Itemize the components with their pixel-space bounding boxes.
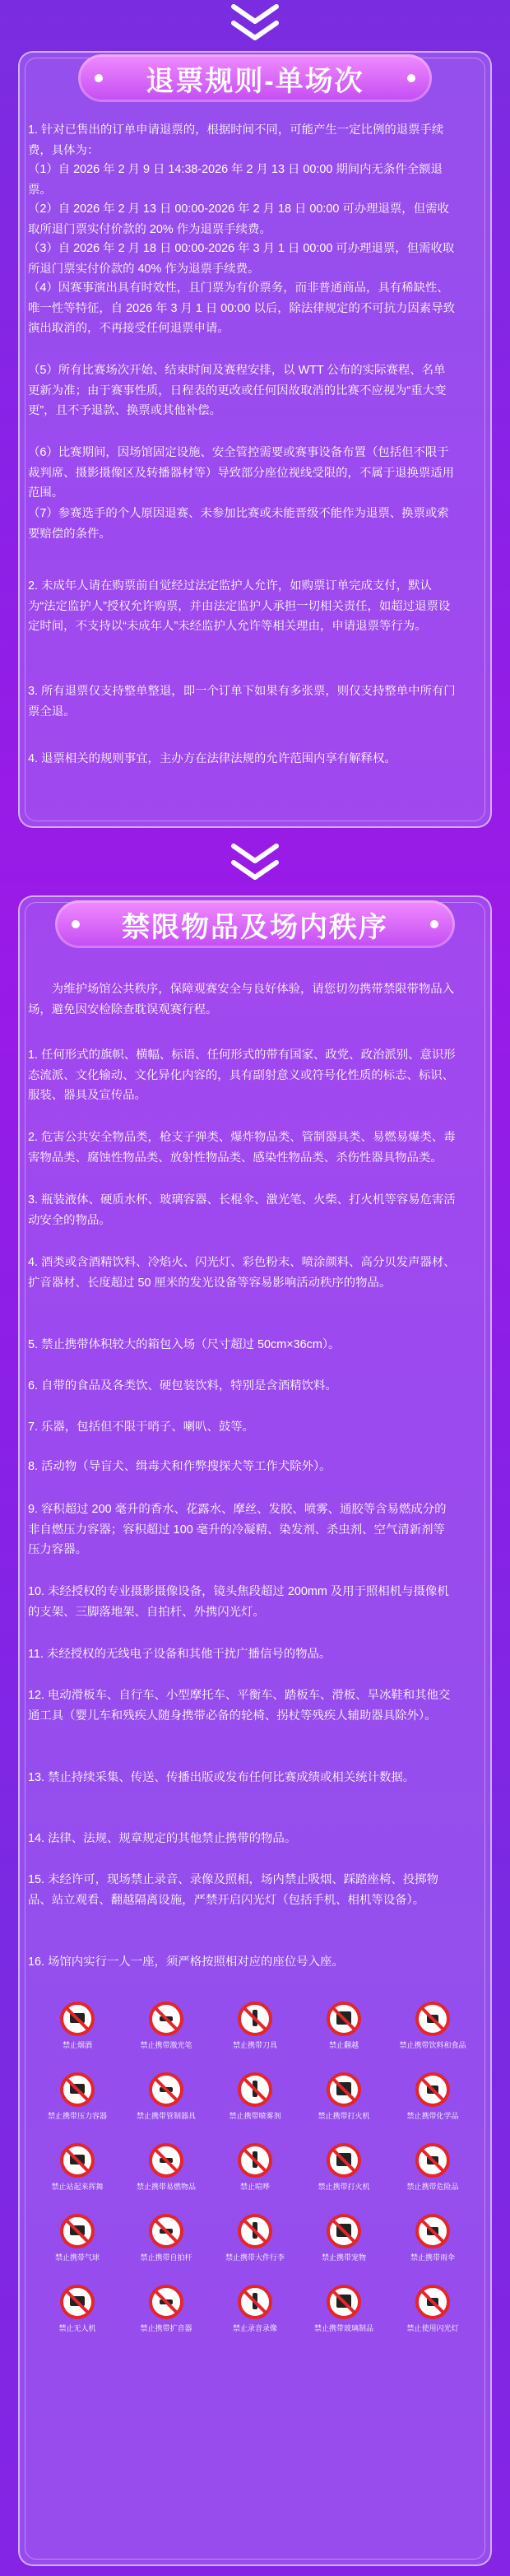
prohibition-sign [299, 2283, 388, 2342]
no-laser-icon [147, 2000, 185, 2038]
refund-rule-1-item-1: （1）自 2026 年 2 月 9 日 14:38-2026 年 2 月 13 日 00:00 期间内无条件全额退票。 [28, 163, 443, 197]
prohibited-item-12: 12. 电动滑板车、自行车、小型摩托车、平衡车、踏板车、滑板、旱冰鞋和其他交通工具（婴儿车和残疾人随身携带必备的轮椅、拐杖等残疾人辅助器具除外）。 [28, 1689, 451, 1723]
prohibition-sign-label: 禁止翻越 [328, 2041, 359, 2049]
refund-rules-title: 退票规则-单场次 [146, 65, 364, 97]
no-knife-icon [236, 2000, 274, 2038]
prohibited-item-9: 9. 容积超过 200 毫升的香水、花露水、摩丝、发胶、喷雾、通胶等含易燃成分的非自燃压力容器；容积超过 100 毫升的冷凝精、染发剂、杀虫剂、空气清新剂等压力容器。 [28, 1503, 447, 1556]
no-lighter-icon [325, 2141, 363, 2179]
no-pet-icon [325, 2212, 363, 2250]
prohibition-sign-label: 禁止携带刀具 [232, 2041, 277, 2049]
no-camera-icon [236, 2283, 274, 2321]
prohibition-sign-label: 禁止携带激光笔 [140, 2041, 192, 2049]
prohibition-sign [122, 2071, 211, 2130]
prohibition-sign-label: 禁止携带打火机 [318, 2183, 370, 2191]
no-climb-icon [325, 2000, 363, 2038]
chevron-down-icon [222, 839, 288, 889]
no-flash-icon [414, 2283, 452, 2321]
prohibition-sign [299, 2071, 388, 2130]
prohibition-sign [388, 2071, 477, 2130]
prohibition-sign-label: 禁止携带雨伞 [410, 2253, 455, 2262]
prohibition-sign [299, 2000, 388, 2059]
prohibition-sign-label: 禁止携带化学品 [406, 2112, 459, 2120]
prohibited-item-13: 13. 禁止持续采集、传送、传播出版或发布任何比赛成绩或相关统计数据。 [28, 1771, 415, 1784]
prohibition-sign-label: 禁止携带自拍杆 [140, 2253, 192, 2262]
no-balloon-icon [58, 2212, 96, 2250]
prohibition-sign [122, 2283, 211, 2342]
prohibited-item-4: 4. 酒类或含酒精饮料、冷焰火、闪光灯、彩色粉末、喷涂颜料、高分贝发声器材、扩音器材、长度超过 50 厘米的发光设备等容易影响活动秩序的物品。 [28, 1256, 456, 1290]
no-flammable-icon [147, 2141, 185, 2179]
no-food-icon [414, 2000, 452, 2038]
prohibition-sign [299, 2212, 388, 2271]
prohibition-sign-label: 禁止使用闪光灯 [406, 2324, 459, 2332]
prohibition-sign-label: 禁止携带喷雾剂 [229, 2112, 281, 2120]
prohibition-sign-label: 禁止携带易燃物品 [136, 2183, 196, 2191]
prohibition-sign [33, 2071, 122, 2130]
no-drone-icon [58, 2283, 96, 2321]
prohibition-sign-label: 禁止携带宠物 [321, 2253, 366, 2262]
prohibition-sign [122, 2212, 211, 2271]
prohibition-sign [211, 2141, 299, 2201]
prohibited-item-10: 10. 未经授权的专业摄影摄像设备，镜头焦段超过 200mm 及用于照相机与摄像机的支架、三脚落地架、自拍杆、外携闪光灯。 [28, 1585, 449, 1619]
prohibited-item-11: 11. 未经授权的无线电子设备和其他干扰广播信号的物品。 [28, 1648, 332, 1661]
prohibited-item-5: 5. 禁止携带体积较大的箱包入场（尺寸超过 50cm×36cm）。 [28, 1338, 341, 1351]
refund-rule-1-item-7: （7）参赛选手的个人原因退赛、未参加比赛或未能晋级不能作为退票、换票或索要赔偿的条件。 [28, 507, 449, 541]
refund-rule-1-item-2: （2）自 2026 年 2 月 13 日 00:00-2026 年 2 月 18 日 00:00 可办理退票，但需收取所退门票实付价款的 20% 作为退票手续费。 [28, 202, 449, 236]
no-danger-icon [414, 2141, 452, 2179]
prohibition-sign-label: 禁止喧哗 [239, 2183, 270, 2191]
prohibition-sign-label: 禁止录音录像 [232, 2324, 277, 2332]
prohibition-sign-label: 禁止携带饮料和食品 [399, 2041, 466, 2049]
prohibited-item-2: 2. 危害公共安全物品类，枪支子弹类、爆炸物品类、管制器具类、易燃易爆类、毒害物品类、腐蚀性物品类、放射性物品类、感染性物品类、杀伤性器具物品类。 [28, 1131, 456, 1165]
prohibited-item-7: 7. 乐器，包括但不限于哨子、喇叭、鼓等。 [28, 1421, 255, 1434]
prohibition-sign-label: 禁止携带气球 [54, 2253, 100, 2262]
refund-rule-1-item-5: （5）所有比赛场次开始、结束时间及赛程安排，以 WTT 公布的实际赛程、名单更新为准；由于赛事性质，日程表的更改或任何因故取消的比赛不应视为“重大变更”，且不予退款、换票或其他补偿。 [28, 364, 447, 417]
refund-rules-title-bar [78, 54, 432, 102]
no-selfie-icon [147, 2212, 185, 2250]
refund-rule-1-item-6: （6）比赛期间，因场馆固定设施、安全管控需要或赛事设备布置（包括但不限于裁判席、摄影摄像区及转播器材等）导致部分座位视线受限的，不属于退换票适用范围。 [28, 446, 455, 500]
prohibition-sign [388, 2000, 477, 2059]
no-weapon-icon [147, 2071, 185, 2109]
prohibited-item-8: 8. 活动物（导盲犬、缉毒犬和作弊搜探犬等工作犬除外）。 [28, 1460, 332, 1473]
no-glass-icon [325, 2283, 363, 2321]
prohibited-items-title: 禁限物品及场内秩序 [122, 911, 388, 943]
no-chemical-icon [414, 2071, 452, 2109]
no-smoking-icon [58, 2000, 96, 2038]
prohibition-sign-label: 禁止站起来挥舞 [51, 2183, 104, 2191]
prohibition-sign [33, 2212, 122, 2271]
prohibited-item-3: 3. 瓶装液体、硬质水杯、玻璃容器、长棍伞、激光笔、火柴、打火机等容易危害活动安全的物品。 [28, 1193, 456, 1227]
prohibition-sign-label: 禁止无人机 [58, 2324, 96, 2332]
refund-rule-2: 2. 未成年人请在购票前自觉经过法定监护人允许，如购票订单完成支付，默认为“法定监护人”授权允许购票，并由法定监护人承担一切相关责任，如超过退票设定时间，不支持以“未成年人”未经监护人允许等相关理由，申请退票等行为。 [28, 579, 451, 633]
prohibited-item-14: 14. 法律、法规、规章规定的其他禁止携带的物品。 [28, 1832, 297, 1845]
prohibition-sign [33, 2000, 122, 2059]
prohibited-items-title-bar [55, 900, 455, 948]
no-spray-icon [58, 2071, 96, 2109]
prohibition-sign [33, 2141, 122, 2201]
prohibition-sign [211, 2000, 299, 2059]
prohibition-sign-label: 禁止烟酒 [62, 2041, 92, 2049]
prohibition-sign [299, 2141, 388, 2201]
prohibition-sign [211, 2071, 299, 2130]
prohibition-sign-label: 禁止携带大件行李 [225, 2253, 285, 2262]
refund-rule-1-item-3: （3）自 2026 年 2 月 18 日 00:00-2026 年 3 月 1 日 00:00 可办理退票，但需收取所退门票实付价款的 40% 作为退票手续费。 [28, 242, 455, 276]
refund-rule-1-heading: 1. 针对已售出的订单申请退票的，根据时间不同，可能产生一定比例的退票手续费，具体为： [28, 123, 444, 157]
prohibited-item-16: 16. 场馆内实行一人一座，须严格按照相对应的座位号入座。 [28, 1955, 344, 1969]
prohibition-sign [211, 2283, 299, 2342]
prohibited-item-15: 15. 未经许可，现场禁止录音、录像及照相，场内禁止吸烟、踩踏座椅、投掷物品、站立观看、翻越隔离设施，严禁开启闪光灯（包括手机、相机等设备）。 [28, 1873, 438, 1907]
refund-rule-3: 3. 所有退票仅支持整单整退，即一个订单下如果有多张票，则仅支持整单中所有门票全退。 [28, 685, 456, 718]
prohibition-sign [388, 2141, 477, 2201]
prohibition-sign [388, 2283, 477, 2342]
no-umbrella-icon [414, 2212, 452, 2250]
no-standing-icon [58, 2141, 96, 2179]
prohibited-item-6: 6. 自带的食品及各类饮、硬包装饮料，特别是含酒精饮料。 [28, 1379, 337, 1393]
prohibition-sign [211, 2212, 299, 2271]
no-noise-icon [236, 2141, 274, 2179]
prohibition-sign-label: 禁止携带危险品 [406, 2183, 459, 2191]
prohibition-sign [122, 2141, 211, 2201]
no-megaphone-icon [147, 2283, 185, 2321]
chevron-down-icon [222, 0, 288, 49]
prohibition-sign-label: 禁止携带压力容器 [47, 2112, 107, 2120]
prohibition-sign-label: 禁止携带打火机 [318, 2112, 370, 2120]
prohibition-sign-label: 禁止携带玻璃制品 [313, 2324, 373, 2332]
prohibition-sign-label: 禁止携带管制器具 [136, 2112, 196, 2120]
prohibited-intro: 为维护场馆公共秩序，保障观赛安全与良好体验，请您切勿携带禁限带物品入场，避免因安检除查耽误观赛行程。 [28, 983, 455, 1016]
refund-rule-1-item-4: （4）因赛事演出具有时效性，且门票为有价票务，而非普通商品，具有稀缺性、唯一性等特征，自 2026 年 3 月 1 日 00:00 以后，除法律规定的不可抗力因素导致演出取消的，不再接受任何退票申请。 [28, 281, 455, 335]
prohibited-item-1: 1. 任何形式的旗帜、横幅、标语、任何形式的带有国家、政党、政治派别、意识形态流派、文化输动、文化异化内容的，具有副射意义或符号化性质的标志、标识、服装、器具及宣传品。 [28, 1049, 456, 1102]
prohibition-sign [388, 2212, 477, 2271]
refund-rule-4: 4. 退票相关的规则事宜，主办方在法律法规的允许范围内享有解释权。 [28, 752, 396, 765]
no-luggage-icon [236, 2212, 274, 2250]
prohibition-sign [122, 2000, 211, 2059]
prohibited-icons-grid [33, 2000, 477, 2342]
no-lighter-icon [325, 2071, 363, 2109]
prohibition-sign-label: 禁止携带扩音器 [140, 2324, 192, 2332]
no-aerosol-icon [236, 2071, 274, 2109]
prohibition-sign [33, 2283, 122, 2342]
